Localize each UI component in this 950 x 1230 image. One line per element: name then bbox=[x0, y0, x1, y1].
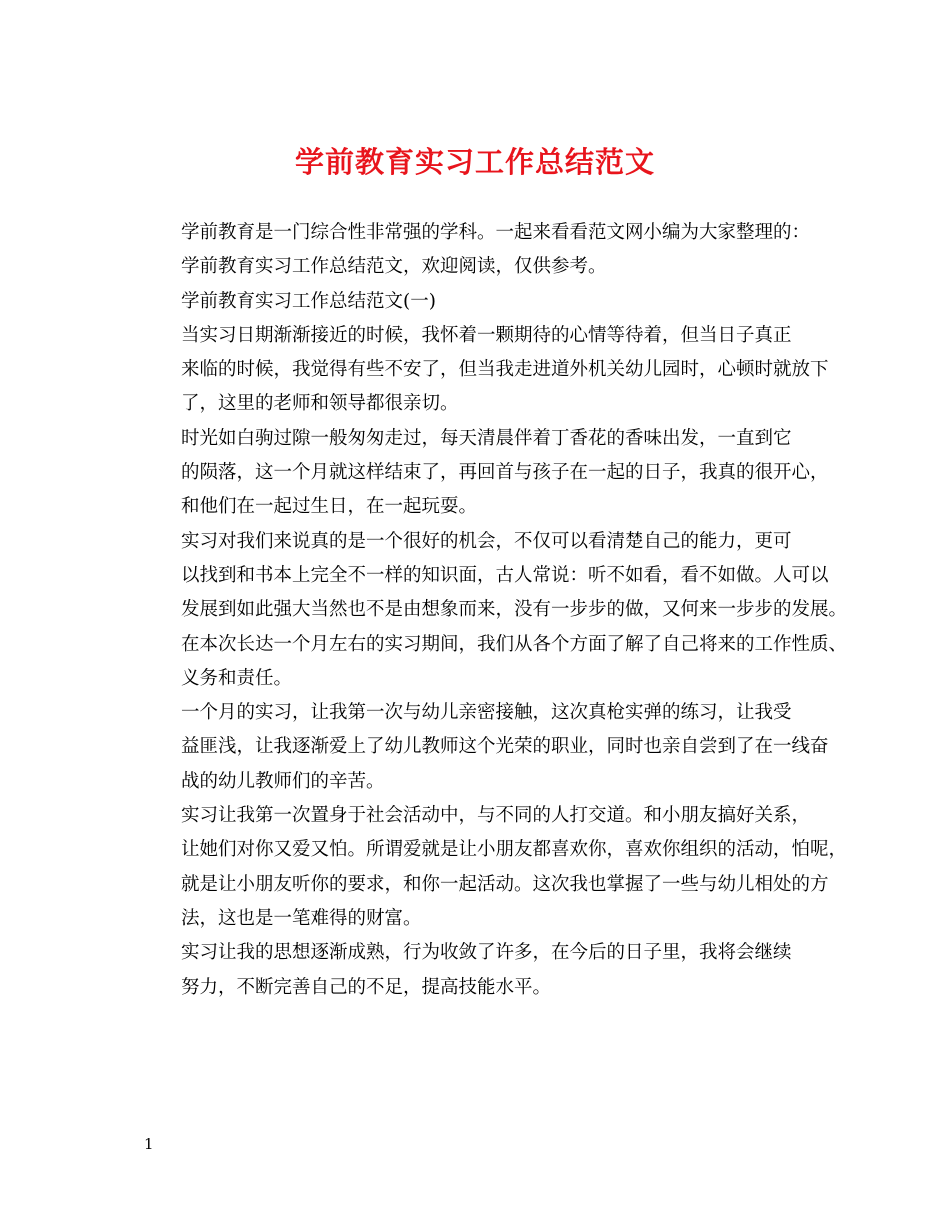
text-line: 时光如白驹过隙一般匆匆走过，每天清晨伴着丁香花的香味出发，一直到它 bbox=[181, 427, 792, 449]
text-line: 在本次长达一个月左右的实习期间，我们从各个方面了解了自己将来的工作性质、 bbox=[181, 633, 848, 655]
text-line: 就是让小朋友听你的要求，和你一起活动。这次我也掌握了一些与幼儿相处的方 bbox=[181, 873, 829, 895]
text-line: 来临的时候，我觉得有些不安了，但当我走进道外机关幼儿园时，心顿时就放下 bbox=[181, 359, 829, 381]
text-line: 法，这也是一笔难得的财富。 bbox=[181, 907, 422, 929]
text-line: 实习对我们来说真的是一个很好的机会，不仅可以看清楚自己的能力，更可 bbox=[181, 530, 792, 552]
text-line: 实习让我第一次置身于社会活动中，与不同的人打交道。和小朋友搞好关系， bbox=[181, 805, 811, 827]
text-line: 和他们在一起过生日，在一起玩耍。 bbox=[181, 496, 478, 518]
paragraph bbox=[144, 799, 848, 936]
paragraph bbox=[144, 216, 811, 285]
page-number: 1 bbox=[144, 1135, 154, 1153]
text-line: 的陨落，这一个月就这样结束了，再回首与孩子在一起的日子，我真的很开心， bbox=[181, 462, 829, 484]
text-line: 让她们对你又爱又怕。所谓爱就是让小朋友都喜欢你，喜欢你组织的活动，怕呢， bbox=[181, 839, 848, 861]
text-line: 益匪浅，让我逐渐爱上了幼儿教师这个光荣的职业，同时也亲自尝到了在一线奋 bbox=[181, 736, 829, 758]
text-line: 战的幼儿教师们的辛苦。 bbox=[181, 770, 385, 792]
text-line: 发展到如此强大当然也不是由想象而来，没有一步步的做，又何来一步步的发展。 bbox=[181, 599, 848, 621]
text-line: 努力，不断完善自己的不足，提高技能水平。 bbox=[181, 976, 552, 998]
text-line: 当实习日期渐渐接近的时候，我怀着一颗期待的心情等待着，但当日子真正 bbox=[181, 324, 792, 346]
document-body bbox=[144, 216, 848, 1005]
paragraph bbox=[144, 696, 829, 799]
paragraph bbox=[144, 936, 808, 1005]
text-line: 了，这里的老师和领导都很亲切。 bbox=[181, 393, 459, 415]
paragraph bbox=[144, 319, 829, 422]
document-title: 学前教育实习工作总结范文 bbox=[294, 145, 655, 179]
section-heading bbox=[144, 285, 808, 319]
paragraph bbox=[144, 525, 848, 696]
text-line: 学前教育实习工作总结范文，欢迎阅读，仅供参考。 bbox=[181, 256, 607, 278]
text-line: 以找到和书本上完全不一样的知识面，古人常说：听不如看，看不如做。人可以 bbox=[181, 564, 829, 586]
text-line: 一个月的实习，让我第一次与幼儿亲密接触，这次真枪实弹的练习，让我受 bbox=[181, 702, 792, 724]
text-line: 学前教育实习工作总结范文(一) bbox=[181, 290, 436, 312]
text-line: 学前教育是一门综合性非常强的学科。一起来看看范文网小编为大家整理的： bbox=[181, 222, 811, 243]
text-line: 实习让我的思想逐渐成熟，行为收敛了许多，在今后的日子里，我将会继续 bbox=[181, 942, 792, 964]
paragraph bbox=[144, 422, 829, 525]
text-line: 义务和责任。 bbox=[181, 667, 293, 689]
